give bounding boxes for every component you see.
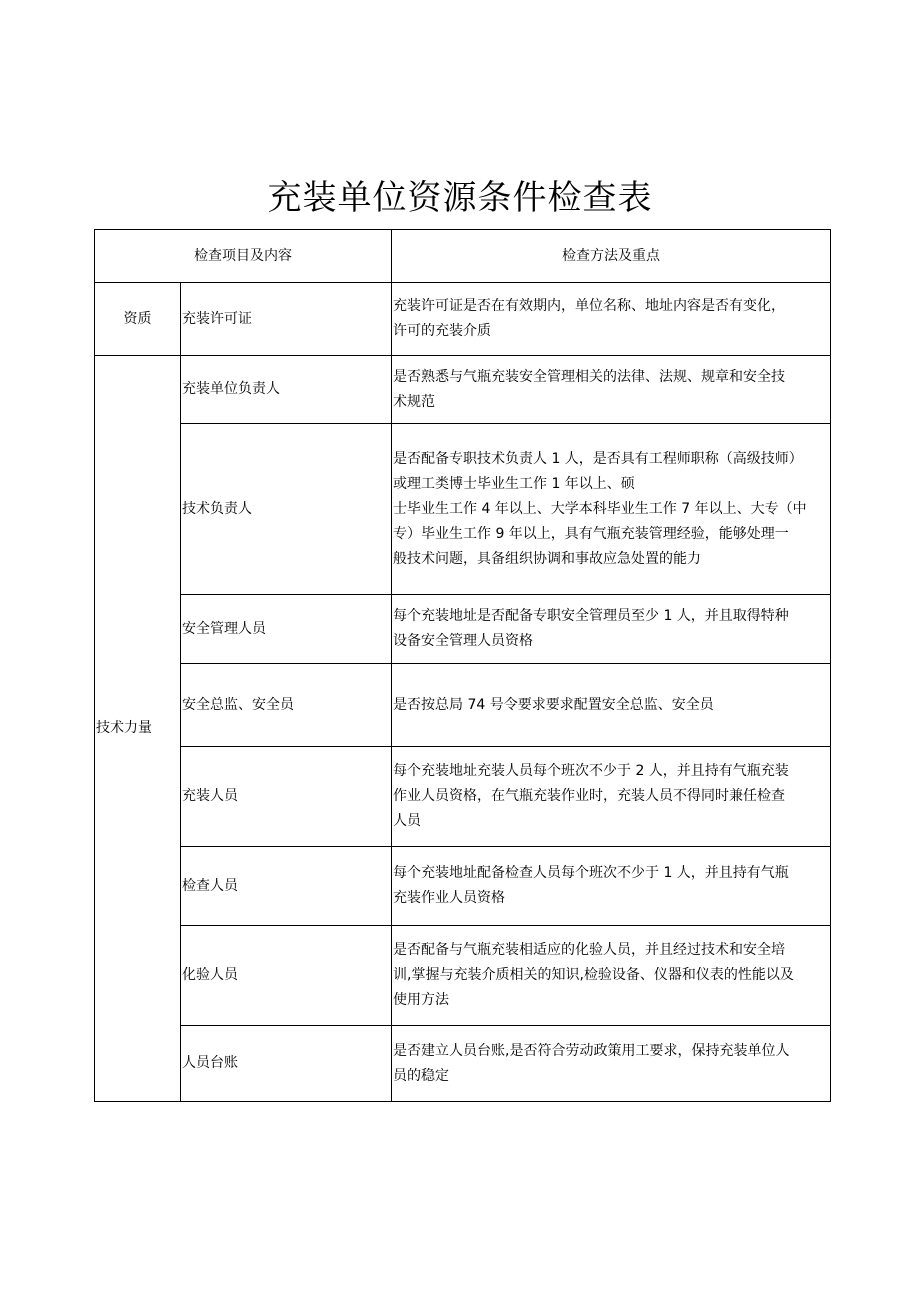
category-qualification: 资质 [95, 283, 181, 356]
method-line: 专）毕业生工作 9 年以上，具有气瓶充装管理经验，能够处理一 [393, 525, 789, 542]
method-line: 或理工类博士毕业生工作 1 年以上、硕 [393, 475, 635, 492]
method-line: 术规范 [393, 393, 435, 410]
table-row [95, 1026, 831, 1102]
table-row [95, 424, 831, 595]
method-line: 作业人员资格，在气瓶充装作业时，充装人员不得同时兼任检查 [393, 788, 785, 804]
method-line: 每个充装地址是否配备专职安全管理员至少 1 人，并且取得特种 [393, 608, 789, 624]
method-line: 训,掌握与充装介质相关的知识,检验设备、仪器和仪表的性能以及 [393, 967, 794, 983]
method-line: 许可的充装介质 [393, 323, 491, 339]
table-row [95, 747, 831, 847]
item-cell: 安全管理人员 [181, 595, 392, 664]
table-row [95, 926, 831, 1026]
method-line: 是否按总局 74 号令要求要求配置安全总监、安全员 [393, 696, 714, 713]
method-line: 充装许可证是否在有效期内，单位名称、地址内容是否有变化， [393, 298, 785, 314]
item-cell: 人员台账 [181, 1026, 392, 1102]
method-line: 设备安全管理人员资格 [393, 633, 533, 649]
method-cell [392, 424, 831, 595]
item-cell: 充装许可证 [181, 283, 392, 356]
method-line: 是否配备与气瓶充装相适应的化验人员，并且经过技术和安全培 [393, 942, 785, 958]
item-cell: 检查人员 [181, 847, 392, 926]
item-cell: 化验人员 [181, 926, 392, 1026]
table-row [95, 664, 831, 747]
method-cell [392, 1026, 831, 1102]
method-cell [392, 747, 831, 847]
method-line: 使用方法 [393, 992, 449, 1008]
item-cell: 充装单位负责人 [181, 356, 392, 424]
header-row [95, 230, 831, 283]
table-row [95, 283, 831, 356]
method-line: 般技术问题，具备组织协调和事故应急处置的能力 [393, 550, 701, 567]
method-line: 是否熟悉与气瓶充装安全管理相关的法律、法规、规章和安全技 [393, 368, 785, 385]
method-cell [392, 595, 831, 664]
header-item: 检查项目及内容 [95, 230, 392, 283]
method-line: 每个充装地址充装人员每个班次不少于 2 人，并且持有气瓶充装 [393, 763, 789, 779]
method-line: 士毕业生工作 4 年以上、大学本科毕业生工作 7 年以上、大专（中 [393, 500, 807, 517]
header-method: 检查方法及重点 [392, 230, 831, 283]
method-line: 是否建立人员台账,是否符合劳动政策用工要求，保持充装单位人 [393, 1042, 790, 1059]
method-cell [392, 926, 831, 1026]
method-cell [392, 356, 831, 424]
item-cell: 技术负责人 [181, 424, 392, 595]
table-row [95, 847, 831, 926]
category-technical-strength: 技术力量 [95, 356, 181, 1102]
inspection-table [94, 229, 831, 1102]
page-title: 充装单位资源条件检查表 [267, 178, 653, 218]
method-cell [392, 664, 831, 747]
table-row [95, 356, 831, 424]
method-line: 员的稳定 [393, 1067, 449, 1084]
item-cell: 安全总监、安全员 [181, 664, 392, 747]
method-line: 每个充装地址配备检查人员每个班次不少于 1 人，并且持有气瓶 [393, 865, 789, 881]
table-row [95, 595, 831, 664]
method-cell [392, 283, 831, 356]
item-cell: 充装人员 [181, 747, 392, 847]
method-line: 人员 [393, 813, 421, 829]
method-line: 是否配备专职技术负责人 1 人，是否具有工程师职称（高级技师） [393, 450, 803, 467]
method-cell [392, 847, 831, 926]
method-line: 充装作业人员资格 [393, 890, 505, 906]
